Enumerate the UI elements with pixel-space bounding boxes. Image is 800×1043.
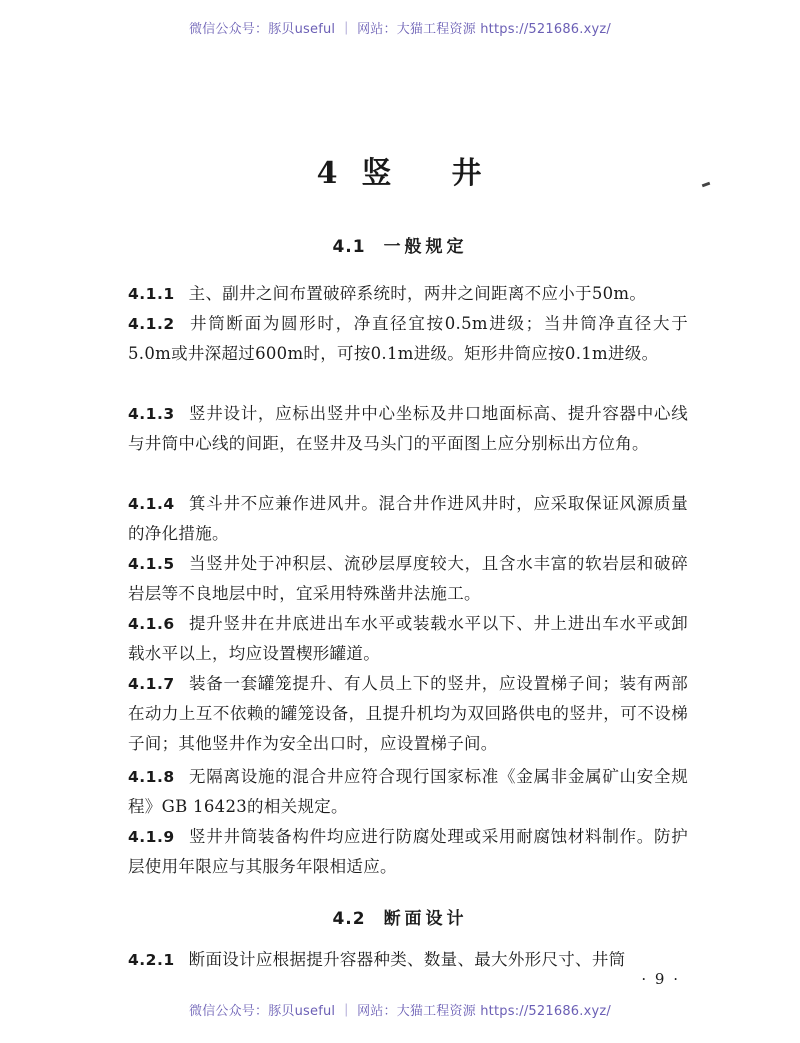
section-number: 4.1: [332, 237, 366, 257]
chapter-title-char-1: 竖: [361, 156, 394, 191]
chapter-title: [0, 148, 800, 192]
section-title-4-1: [0, 232, 800, 257]
clause-text: 主、副井之间布置破碎系统时，两井之间距离不应小于50m。: [188, 284, 647, 303]
clause-text: 竖井设计，应标出竖井中心坐标及井口地面标高、提升容器中心线与井筒中心线的间距，在竖井及马头门的平面图上应分别标出方位角。: [128, 404, 688, 453]
chapter-title-char-2: 井: [451, 156, 484, 191]
clause-number: 4.1.5: [128, 555, 175, 573]
clause-number: 4.1.6: [128, 615, 175, 633]
clause-text: 当竖井处于冲积层、流砂层厚度较大，且含水丰富的软岩层和破碎岩层等不良地层中时，宜采用特殊凿井法施工。: [128, 554, 688, 603]
clause-4-1-7: [128, 669, 688, 759]
clause-text: 提升竖井在井底进出车水平或装载水平以下、井上进出车水平或卸载水平以上，均应设置楔形罐道。: [128, 614, 688, 663]
clause-number: 4.1.7: [128, 675, 175, 693]
watermark-bottom: 微信公众号：豚贝useful ｜ 网站：大猫工程资源 https://521686.xyz/: [189, 1004, 611, 1019]
watermark-top: 微信公众号：豚贝useful ｜ 网站：大猫工程资源 https://521686.xyz/: [189, 22, 611, 37]
clause-number: 4.2.1: [128, 951, 175, 969]
clause-text: 井筒断面为圆形时，净直径宜按0.5m进级；当井筒净直径大于5.0m或井深超过600m时，可按0.1m进级。矩形井筒应按0.1m进级。: [128, 314, 688, 363]
clause-text: 断面设计应根据提升容器种类、数量、最大外形尺寸、井筒: [188, 950, 626, 969]
section-title-4-2: [0, 904, 800, 929]
section-heading: 一般规定: [383, 237, 468, 257]
clause-text: 箕斗井不应兼作进风井。混合井作进风井时，应采取保证风源质量的净化措施。: [128, 494, 688, 543]
clause-number: 4.1.1: [128, 285, 175, 303]
clause-4-1-2: [128, 309, 688, 369]
clause-number: 4.1.2: [128, 315, 175, 333]
clause-number: 4.1.9: [128, 828, 175, 846]
clause-text: 无隔离设施的混合井应符合现行国家标准《金属非金属矿山安全规程》GB 16423的相关规定。: [128, 767, 688, 816]
page-number: · 9 ·: [641, 970, 680, 988]
clause-4-1-4: [128, 489, 688, 549]
clause-number: 4.1.4: [128, 495, 175, 513]
clause-4-1-3: [128, 399, 688, 459]
clause-4-1-1: [128, 279, 688, 309]
clause-number: 4.1.3: [128, 405, 175, 423]
clause-4-2-1: [128, 945, 688, 975]
clause-text: 竖井井筒装备构件均应进行防腐处理或采用耐腐蚀材料制作。防护层使用年限应与其服务年限相适应。: [128, 827, 688, 876]
chapter-number: 4: [316, 156, 340, 191]
clause-4-1-8: [128, 762, 688, 822]
clause-4-1-5: [128, 549, 688, 609]
clause-text: 装备一套罐笼提升、有人员上下的竖井，应设置梯子间；装有两部在动力上互不依赖的罐笼设备，且提升机均为双回路供电的竖井，可不设梯子间；其他竖井作为安全出口时，应设置梯子间。: [128, 674, 688, 753]
clause-4-1-6: [128, 609, 688, 669]
section-heading: 断面设计: [383, 909, 468, 929]
clause-4-1-9: [128, 822, 688, 882]
clause-number: 4.1.8: [128, 768, 175, 786]
section-number: 4.2: [332, 909, 366, 929]
